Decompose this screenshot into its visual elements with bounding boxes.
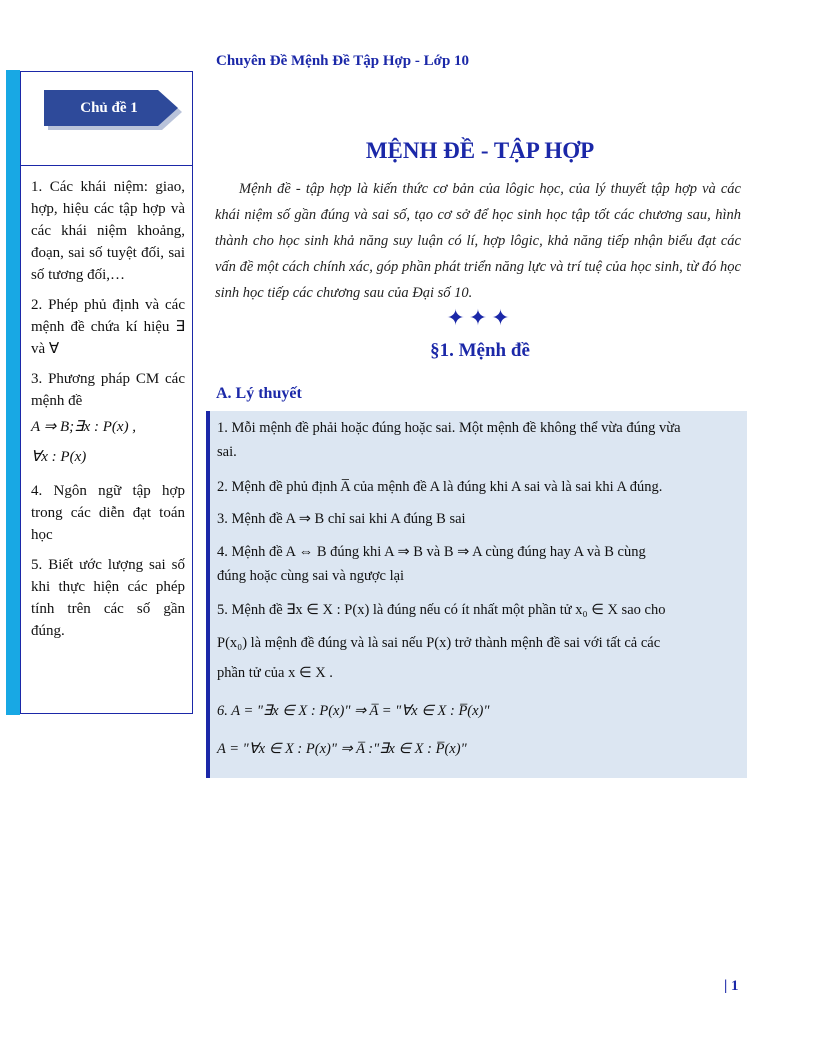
topic-tag — [44, 88, 184, 132]
theory-line: 3. Mệnh đề A ⇒ B chỉ sai khi A đúng B sai — [217, 511, 466, 527]
theory-line: 2. Mệnh đề phủ định A̅ của mệnh đề A là đúng khi A sai và là sai khi A đúng. — [217, 479, 663, 495]
theory-line: sai. — [217, 444, 237, 460]
topic-label: Chủ đề 1 — [80, 100, 138, 116]
theory-line: 1. Mỗi mệnh đề phải hoặc đúng hoặc sai. Một mệnh đề không thể vừa đúng vừa — [217, 420, 681, 436]
objective-item: 1. Các khái niệm: giao, hợp, hiệu các tập hợp và các khái niệm khoảng, đoạn, sai số tuyệt đối, sai số tương đối,… — [31, 179, 185, 283]
subsection-title: A. Lý thuyết — [216, 385, 302, 402]
objective-formula: A ⇒ B;∃x : P(x) , — [31, 419, 137, 435]
sidebar-accent-bar — [6, 70, 20, 715]
document-header-title: Chuyên Đề Mệnh Đề Tập Hợp - Lớp 10 — [216, 53, 470, 69]
objective-item — [31, 368, 185, 472]
theory-line: 5. Mệnh đề ∃x ∈ X : P(x) là đúng nếu có ít nhất một phần tử x₀ ∈ X sao cho — [217, 602, 666, 618]
sidebar-panel — [20, 71, 193, 714]
sidebar-objectives-list — [31, 176, 185, 650]
objective-item: 4. Ngôn ngữ tập hợp trong các diễn đạt toán học — [31, 483, 185, 543]
intro-paragraph: Mệnh đề - tập hợp là kiến thức cơ bản của lôgic học, của lý thuyết tập hợp và các khái niệm số gần đúng và sai số, tạo cơ sở để học sinh học tập tốt các chương sau, hình thành cho học sinh khả năng suy luận có lí, hợp lôgic, khả năng tiếp nhận biểu đạt các vấn đề một cách chính xác, góp phần phát triển năng lực và trí tuệ của học sinh, từ đó học sinh học tiếp các chương sau của Đại số 10. — [215, 181, 741, 301]
main-title: MỆNH ĐỀ - TẬP HỢP — [365, 138, 595, 163]
objective-formula: ∀x : P(x) — [31, 449, 87, 465]
theory-line: 6. A = "∃x ∈ X : P(x)" ⇒ A̅ = "∀x ∈ X : P̅(x)" — [217, 703, 490, 719]
theory-box — [206, 411, 747, 778]
theory-line: 4. Mệnh đề A ⇔ B đúng khi A ⇒ B và B ⇒ A cùng đúng hay A và B cùng — [217, 544, 646, 560]
theory-line: P(x₀) là mệnh đề đúng và là sai nếu P(x) trở thành mệnh đề sai với tất cả các — [217, 635, 661, 651]
page-number: | 1 — [724, 978, 739, 994]
objective-item: 2. Phép phủ định và các mệnh đề chứa kí hiệu ∃ và ∀ — [31, 297, 185, 357]
theory-line: đúng hoặc cùng sai và ngược lại — [217, 568, 405, 584]
objective-item: 5. Biết ước lượng sai số khi thực hiện các phép tính trên các số gần đúng. — [31, 557, 185, 639]
objective-text: 3. Phương pháp CM các mệnh đề — [31, 371, 185, 409]
sidebar-header — [21, 72, 192, 166]
theory-line: phần tử của x ∈ X . — [217, 665, 333, 681]
section-title: §1. Mệnh đề — [430, 340, 530, 361]
theory-line: A = "∀x ∈ X : P(x)" ⇒ A̅ :"∃x ∈ X : P̅(x)" — [217, 741, 467, 757]
star-divider-icon: ✦✦✦ — [446, 305, 514, 330]
